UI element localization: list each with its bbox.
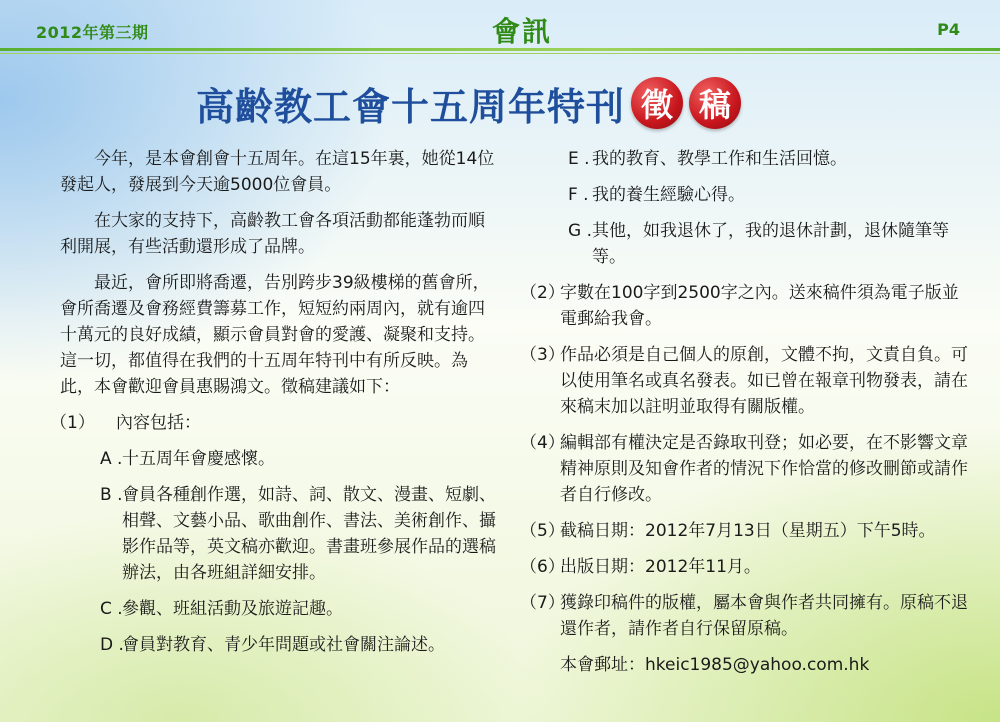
- right-column: [520, 146, 970, 678]
- section-6: [520, 554, 970, 580]
- left-column: [50, 146, 500, 668]
- section-text: 出版日期：2012年11月。: [560, 557, 761, 577]
- section-label: （6）: [520, 557, 565, 577]
- email-address[interactable]: hkeic1985@yahoo.com.hk: [645, 655, 870, 675]
- list-item-label: D .: [100, 635, 124, 655]
- contact-email: [520, 652, 970, 678]
- headline: [196, 80, 741, 129]
- section-1: [50, 410, 500, 436]
- masthead-divider: [0, 48, 1000, 51]
- page-number: P4: [937, 20, 960, 39]
- section-5: [520, 518, 970, 544]
- section-text: 作品必須是自己個人的原創，文體不拘，文責自負。可以使用筆名或真名發表。如已曾在報章刊物發表，請在來稿末加以註明並取得有關版權。: [560, 345, 968, 417]
- section-label: （7）: [520, 593, 565, 613]
- section-text: 截稿日期：2012年7月13日（星期五）下午5時。: [560, 521, 936, 541]
- headline-badge-2: 稿: [689, 77, 741, 129]
- masthead-divider-thin: [0, 53, 1000, 54]
- list-item: [520, 218, 970, 270]
- list-item-label: A .: [100, 449, 123, 469]
- section-text: 內容包括：: [116, 413, 201, 433]
- list-item-text: 其他，如我退休了，我的退休計劃，退休隨筆等等。: [592, 221, 949, 267]
- section-label: （3）: [520, 345, 565, 365]
- list-item-label: F .: [568, 185, 589, 205]
- list-item-text: 會員各種創作選，如詩、詞、散文、漫畫、短劇、相聲、文藝小品、歌曲創作、書法、美術創作、攝影作品等，英文稿亦歡迎。書畫班參展作品的選稿辦法，由各班組詳細安排。: [122, 485, 496, 583]
- list-item: [50, 446, 500, 472]
- list-item-label: G .: [568, 221, 592, 241]
- headline-title: 高齡教工會十五周年特刊: [196, 84, 626, 129]
- section-7: [520, 590, 970, 642]
- section-2: [520, 280, 970, 332]
- newsletter-title: 會訊: [492, 15, 553, 48]
- list-item-text: 參觀、班組活動及旅遊記趣。: [122, 599, 343, 619]
- list-item-text: 我的教育、教學工作和生活回憶。: [592, 149, 847, 169]
- list-item-label: B .: [100, 485, 123, 505]
- intro-paragraph-1: 今年，是本會創會十五周年。在這15年裏，她從14位發起人，發展到今天逾5000位會員。: [60, 149, 495, 195]
- intro-paragraph-3: 最近，會所即將喬遷，告別跨步39級樓梯的舊會所，會所喬遷及會務經費籌募工作，短短約兩周內，就有逾四十萬元的良好成績，顯示會員對會的愛護、凝聚和支持。這一切，都值得在我們的十五周年特刊中有所反映。為此，本會歡迎會員惠賜鴻文。徵稿建議如下：: [60, 273, 490, 397]
- section-label: （5）: [520, 521, 565, 541]
- list-item-label: C .: [100, 599, 123, 619]
- intro-paragraph-2: 在大家的支持下，高齡教工會各項活動都能蓬勃而順利開展，有些活動還形成了品牌。: [60, 211, 485, 257]
- list-item: [50, 596, 500, 622]
- section-3: [520, 342, 970, 420]
- section-4: [520, 430, 970, 508]
- list-item: [50, 632, 500, 658]
- section-text: 字數在100字到2500字之內。送來稿件須為電子版並電郵給我會。: [560, 283, 959, 329]
- issue-label: 2012年第三期: [36, 23, 149, 42]
- section-text: 編輯部有權決定是否錄取刊登；如必要，在不影響文章精神原則及知會作者的情況下作恰當的修改刪節或請作者自行修改。: [560, 433, 968, 505]
- list-item-label: E .: [568, 149, 590, 169]
- section-text: 獲錄印稿件的版權，屬本會與作者共同擁有。原稿不退還作者，請作者自行保留原稿。: [560, 593, 968, 639]
- list-item: [50, 482, 500, 586]
- section-label: （4）: [520, 433, 565, 453]
- masthead: [0, 0, 1000, 46]
- headline-badge-1: 徵: [631, 77, 683, 129]
- list-item-text: 會員對教育、青少年問題或社會關注論述。: [122, 635, 445, 655]
- section-label: （1）: [50, 413, 95, 433]
- email-label: 本會郵址：: [560, 655, 645, 675]
- list-item-text: 我的養生經驗心得。: [592, 185, 745, 205]
- list-item-text: 十五周年會慶感懷。: [122, 449, 275, 469]
- list-item: [520, 146, 970, 172]
- section-label: （2）: [520, 283, 565, 303]
- list-item: [520, 182, 970, 208]
